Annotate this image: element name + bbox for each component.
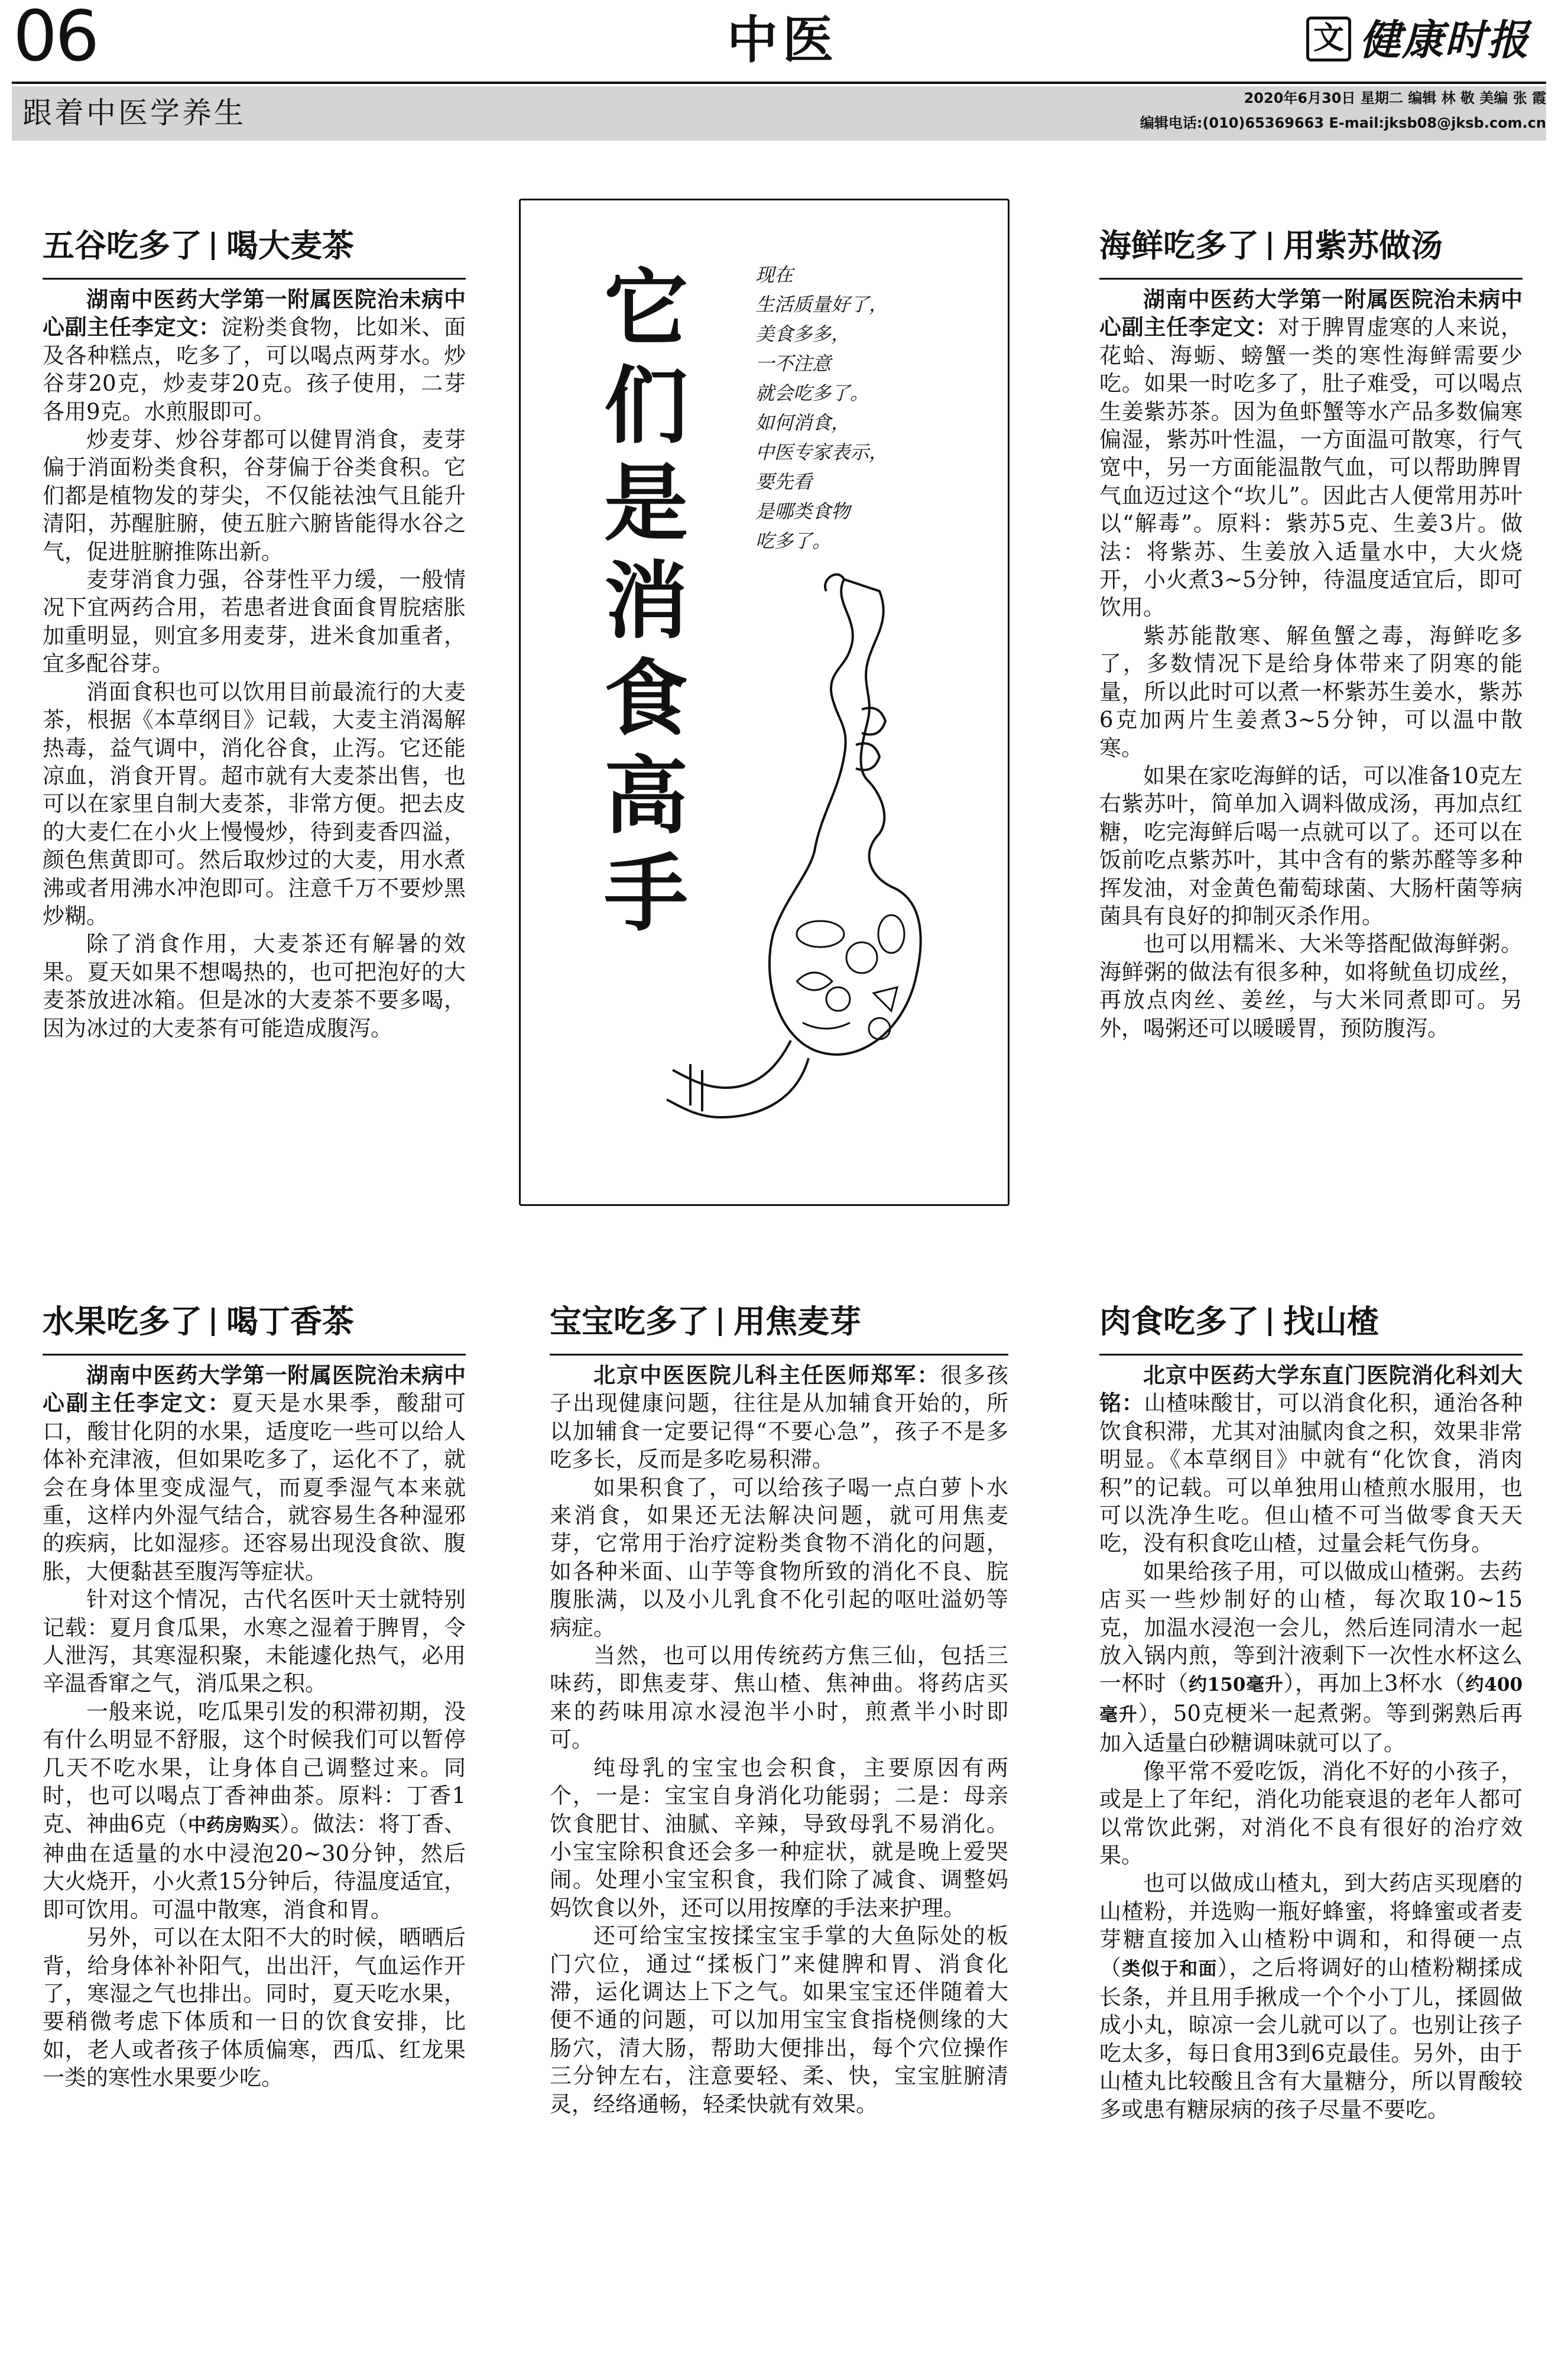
article-fruit xyxy=(43,1301,466,2092)
article-baby xyxy=(550,1301,1008,2118)
paragraph: 还可给宝宝按揉宝宝手掌的大鱼际处的板门穴位，通过“揉板门”来健脾和胃、消食化滞，运化调达上下之气。如果宝宝还伴随着大便不通的问题，可以加用宝宝食指桡侧缘的大肠穴，清大肠，帮助大便排出，每个穴位操作三分钟左右，注意要轻、柔、快，宝宝脏腑清灵，经络通畅，轻柔快就有效果。 xyxy=(550,1923,1008,2117)
paragraph: 麦芽消食力强，谷芽性平力缓，一般情况下宜两药合用，若患者进食面食胃脘痞胀加重明显，则宜多用麦芽，进米食加重者，宜多配谷芽。 xyxy=(43,567,466,677)
byline: 北京中医医院儿科主任医师郑军： xyxy=(593,1363,940,1388)
paragraph: 当然，也可以用传统药方焦三仙，包括三味药，即焦麦芽、焦山楂、焦神曲。将药店买来的药味用凉水浸泡半小时，煎煮半小时即可。 xyxy=(550,1643,1008,1753)
title-rule xyxy=(550,1354,1008,1356)
paragraph: 也可以用糯米、大米等搭配做海鲜粥。海鲜粥的做法有很多种，如将鱿鱼切成丝，再放点肉丝、姜丝，与大米同煮即可。另外，喝粥还可以暖暖胃，预防腹泻。 xyxy=(1099,931,1523,1041)
article-title: 宝宝吃多了 用焦麦芽 xyxy=(550,1303,861,1340)
paragraph: 湖南中医药大学第一附属医院治未病中心副主任李定文：夏天是水果季，酸甜可口，酸甘化阴的水果，适度吃一些可以给人体补充津液，但如果吃多了，运化不了，就会在身体里变成湿气，而夏季湿气本来就重，这样内外湿气结合，就容易生各种湿邪的疾病，比如湿疹。还容易出现没食欲、腹胀，大便黏甚至腹泻等症状。 xyxy=(43,1363,466,1584)
paragraph: 如果给孩子用，可以做成山楂粥。去药店买一些炒制好的山楂，每次取10~15克，加温水浸泡一会儿，然后连同清水一起放入锅内煎，等到汁液剩下一次性水杯这么一杯时（约150毫升），再加上3杯水（约400毫升），50克梗米一起煮粥。等到粥熟后再加入适量白砂糖调味就可以了。 xyxy=(1099,1558,1523,1756)
paragraph: 也可以做成山楂丸，到大药店买现磨的山楂粉，并选购一瓶好蜂蜜，将蜂蜜或者麦芽糖直接加入山楂粉中调和，和得硬一点（类似于和面），之后将调好的山楂粉糊揉成长条，并且用手揪成一个个小丁儿，揉圆做成小丸，晾凉一会儿就可以了。也别让孩子吃太多，每日食用3到6克最佳。另外，由于山楂丸比较酸且含有大量糖分，所以胃酸较多或患有糖尿病的孩子尽量不要吃。 xyxy=(1099,1870,1523,2122)
paragraph: 一般来说，吃瓜果引发的积滞初期，没有什么明显不舒服，这个时候我们可以暂停几天不吃水果，让身体自己调整过来。同时，也可以喝点丁香神曲茶。原料：丁香1克、神曲6克（中药房购买）。做法：将丁香、神曲在适量的水中浸泡20~30分钟，然后大火烧开，小火煮15分钟后，待温度适宜，即可饮用。可温中散寒，消食和胃。 xyxy=(43,1698,466,1922)
article-title: 肉食吃多了 找山楂 xyxy=(1099,1303,1379,1340)
article-title: 水果吃多了 喝丁香茶 xyxy=(43,1303,354,1340)
article-grain xyxy=(43,225,466,1042)
paragraph: 如果在家吃海鲜的话，可以准备10克左右紫苏叶，简单加入调料做成汤，再加点红糖，吃完海鲜后喝一点就可以了。还可以在饭前吃点紫苏叶，其中含有的紫苏醛等多种挥发油，对金黄色葡萄球菌、大肠杆菌等病菌具有良好的抑制灭杀作用。 xyxy=(1099,763,1523,929)
paragraph: 紫苏能散寒、解鱼蟹之毒，海鲜吃多了，多数情况下是给身体带来了阴寒的能量，所以此时可以煮一杯紫苏生姜水，紫苏6克加两片生姜煮3~5分钟，可以温中散寒。 xyxy=(1099,622,1523,761)
feature-title: 它们是消食高手 xyxy=(604,260,688,943)
paragraph: 另外，可以在太阳不大的时候，晒晒后背，给身体补补阳气，出出汗，气血运作开了，寒湿之气也排出。同时，夏天吃水果，要稍微考虑下体质和一日的饮食安排，比如，老人或者孩子体质偏寒，西瓜、红龙果一类的寒性水果要少吃。 xyxy=(43,1925,466,2091)
article-meat xyxy=(1099,1301,1523,2123)
byline: 湖南中医药大学第一附属医院治未病中心副主任李定文： xyxy=(1099,287,1523,341)
paragraph: 炒麦芽、炒谷芽都可以健胃消食，麦芽偏于消面粉类食积，谷芽偏于谷类食积。它们都是植物发的芽尖，不仅能祛浊气且能升清阳，苏醒脏腑，使五脏六腑皆能得水谷之气，促进脏腑推陈出新。 xyxy=(43,427,466,565)
newspaper-logo xyxy=(1306,13,1543,66)
article-title: 海鲜吃多了 用紫苏做汤 xyxy=(1099,227,1443,264)
stomach-illustration xyxy=(667,568,962,1159)
header-rule xyxy=(12,82,1546,84)
paragraph: 北京中医医院儿科主任医师郑军：很多孩子出现健康问题，往往是从加辅食开始的，所以加辅食一定要记得“不要心急”，孩子不是多吃多长，反而是多吃易积滞。 xyxy=(550,1363,1009,1473)
paragraph: 如果积食了，可以给孩子喝一点白萝卜水来消食，如果还无法解决问题，就可用焦麦芽，它常用于治疗淀粉类食物不消化的问题，如各种米面、山芋等食物所致的消化不良、脘腹胀满，以及小儿乳食不化引起的呕吐溢奶等病症。 xyxy=(550,1474,1008,1640)
paragraph: 纯母乳的宝宝也会积食，主要原因有两个，一是：宝宝自身消化功能弱；二是：母亲饮食肥甘、油腻、辛辣，导致母乳不易消化。小宝宝除积食还会多一种症状，就是晚上爱哭闹。处理小宝宝积食，我们除了减食、调整妈妈饮食以外，还可以用按摩的手法来护理。 xyxy=(550,1755,1008,1921)
byline: 湖南中医药大学第一附属医院治未病中心副主任李定文： xyxy=(43,287,466,341)
title-rule xyxy=(43,1354,466,1356)
column-name: 跟着中医学养生 xyxy=(22,96,246,130)
paragraph: 像平常不爱吃饭，消化不好的小孩子，或是上了年纪，消化功能衰退的老年人都可以常饮此粥，对消化不良有很好的治疗效果。 xyxy=(1099,1758,1523,1868)
logo-mark-icon: 文 xyxy=(1306,17,1351,61)
logo-text: 健康时报 xyxy=(1359,16,1530,64)
paragraph: 湖南中医药大学第一附属医院治未病中心副主任李定文：淀粉类食物，比如米、面及各种糕点，吃多了，可以喝点两芽水。炒谷芽20克，炒麦芽20克。孩子使用，二芽各用9克。水煎服即可。 xyxy=(43,287,466,424)
paragraph: 消面食积也可以饮用目前最流行的大麦茶，根据《本草纲目》记载，大麦主消渴解热毒，益气调中，消化谷食，止泻。它还能凉血，消食开胃。超市就有大麦茶出售，也可以在家里自制大麦茶，非常方便。把去皮的大麦仁在小火上慢慢炒，待到麦香四溢，颜色焦黄即可。然后取炒过的大麦，用水煮沸或者用沸水冲泡即可。注意千万不要炒黑炒糊。 xyxy=(43,679,466,929)
paragraph: 针对这个情况，古代名医叶天士就特别记载：夏月食瓜果，水寒之湿着于脾胃，令人泄泻，其寒湿积聚，未能遽化热气，必用辛温香窜之气，消瓜果之积。 xyxy=(43,1587,466,1697)
byline: 北京中医药大学东直门医院消化科刘大铭： xyxy=(1099,1363,1523,1416)
feature-box xyxy=(519,189,1010,1206)
title-rule xyxy=(1099,278,1523,280)
title-rule xyxy=(1099,1354,1523,1356)
article-seafood xyxy=(1099,225,1523,1042)
paragraph: 湖南中医药大学第一附属医院治未病中心副主任李定文：对于脾胃虚寒的人来说，花蛤、海蛎、螃蟹一类的寒性海鲜需要少吃。如果一时吃多了，肚子难受，可以喝点生姜紫苏茶。因为鱼虾蟹等水产品多数偏寒偏湿，紫苏叶性温，一方面温可散寒，行气宽中，另一方面能温散气血，可以帮助脾胃气血迈过这个“坎儿”。因此古人便常用苏叶以“解毒”。原料：紫苏5克、生姜3片。做法：将紫苏、生姜放入适量水中，大火烧开，小火煮3~5分钟，待温度适宜后，即可饮用。 xyxy=(1099,287,1523,621)
contact-line: 编辑电话:(010)65369663 E-mail:jksb08@jksb.com.cn xyxy=(1140,115,1546,131)
title-rule xyxy=(43,278,466,280)
section-title: 中医 xyxy=(727,11,838,70)
article-title: 五谷吃多了 喝大麦茶 xyxy=(43,227,354,264)
feature-intro: 现在 生活质量好了， 美食多多， 一不注意 就会吃多了。 如何消食， 中医专家表示， 要先看 是哪类食物 吃多了。 xyxy=(755,264,888,552)
byline: 湖南中医药大学第一附属医院治未病中心副主任李定文： xyxy=(43,1363,466,1416)
page-number: 06 xyxy=(13,0,98,77)
date-editor-line: 2020年6月30日 星期二 编辑 林 敬 美编 张 霞 xyxy=(1244,90,1546,106)
paragraph: 除了消食作用，大麦茶还有解暑的效果。夏天如果不想喝热的，也可把泡好的大麦茶放进冰箱。但是冰的大麦茶不要多喝，因为冰过的大麦茶有可能造成腹泻。 xyxy=(43,931,466,1041)
paragraph: 北京中医药大学东直门医院消化科刘大铭：山楂味酸甘，可以消食化积，通治各种饮食积滞，尤其对油腻肉食之积，效果非常明显。《本草纲目》中就有“化饮食，消肉积”的记载。可以单独用山楂煎水服用，也可以洗净生吃。但山楂不可当做零食天天吃，没有积食吃山楂，过量会耗气伤身。 xyxy=(1099,1363,1523,1557)
